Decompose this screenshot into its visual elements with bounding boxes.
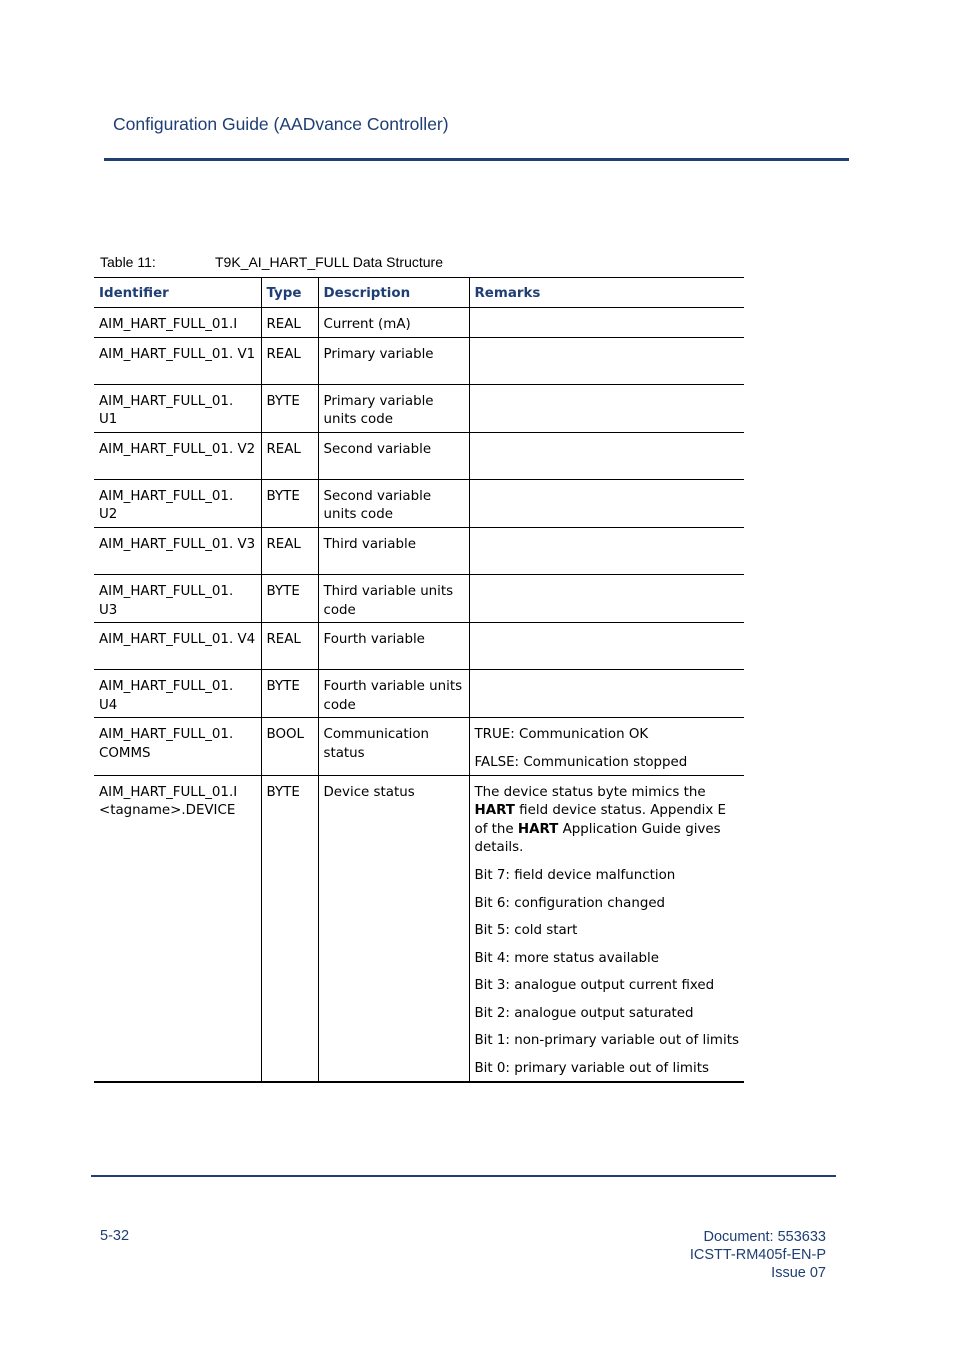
remark-intro-bold: HART <box>474 803 515 819</box>
cell-type: BOOL <box>261 718 318 775</box>
cell-description: Device status <box>318 775 469 1082</box>
cell-remarks <box>469 623 744 670</box>
document-info <box>690 1228 826 1282</box>
document-issue: Issue 07 <box>771 1265 826 1281</box>
page-number: 5-32 <box>100 1228 130 1244</box>
cell-remarks <box>469 308 744 338</box>
table-row <box>94 718 744 775</box>
column-header-description: Description <box>318 278 469 308</box>
document-code: ICSTT-RM405f-EN-P <box>689 1247 826 1263</box>
cell-type: REAL <box>261 308 318 338</box>
table-row <box>94 308 744 338</box>
header-rule <box>104 158 849 161</box>
cell-description: Fourth variable <box>318 623 469 670</box>
cell-identifier: AIM_HART_FULL_01. V1 <box>94 337 261 384</box>
cell-remarks <box>469 527 744 574</box>
table-caption-number: Table 11: <box>100 254 156 270</box>
table-row <box>94 432 744 479</box>
table-row <box>94 337 744 384</box>
cell-remarks <box>469 384 744 432</box>
remark-line: Bit 5: cold start <box>474 923 578 939</box>
remark-line: Bit 4: more status available <box>474 950 659 966</box>
remark-line: Bit 3: analogue output current fixed <box>474 978 715 994</box>
document-number: Document: 553633 <box>703 1229 826 1245</box>
remark-intro-text: The device status byte mimics the <box>474 784 706 800</box>
table-caption-title: T9K_AI_HART_FULL Data Structure <box>215 254 443 270</box>
table-row <box>94 775 744 1082</box>
cell-remarks <box>469 718 744 775</box>
column-header-type: Type <box>261 278 318 308</box>
cell-identifier: AIM_HART_FULL_01. V2 <box>94 432 261 479</box>
table-row <box>94 670 744 718</box>
remark-line: Bit 2: analogue output saturated <box>474 1005 694 1021</box>
cell-type: BYTE <box>261 670 318 718</box>
remark-intro-text: Application Guide gives details. <box>474 821 721 856</box>
cell-type: REAL <box>261 432 318 479</box>
cell-description: Primary variable units code <box>318 384 469 432</box>
cell-type: REAL <box>261 337 318 384</box>
remark-intro <box>475 784 740 858</box>
table-row <box>94 384 744 432</box>
column-header-identifier: Identifier <box>94 278 261 308</box>
cell-identifier: AIM_HART_FULL_01. COMMS <box>94 718 261 775</box>
cell-type: BYTE <box>261 775 318 1082</box>
cell-identifier: AIM_HART_FULL_01.I <tagname>.DEVICE <box>94 775 261 1082</box>
cell-identifier: AIM_HART_FULL_01. U2 <box>94 479 261 527</box>
remark-line: Bit 1: non-primary variable out of limits <box>474 1033 739 1049</box>
table-header-row <box>94 278 744 308</box>
cell-remarks <box>469 479 744 527</box>
remark-line: Bit 0: primary variable out of limits <box>474 1061 709 1077</box>
page-header-title: Configuration Guide (AADvance Controller) <box>113 114 449 134</box>
cell-description: Third variable units code <box>318 574 469 622</box>
remark-intro-bold: HART <box>517 821 559 837</box>
cell-identifier: AIM_HART_FULL_01.I <box>94 308 261 338</box>
table-row <box>94 527 744 574</box>
data-structure-table <box>94 277 744 1083</box>
cell-description: Second variable units code <box>318 479 469 527</box>
column-header-remarks: Remarks <box>469 278 744 308</box>
cell-description: Second variable <box>318 432 469 479</box>
footer-rule <box>91 1175 836 1177</box>
remark-line: Bit 7: field device malfunction <box>474 867 676 883</box>
cell-identifier: AIM_HART_FULL_01. U4 <box>94 670 261 718</box>
cell-description: Primary variable <box>318 337 469 384</box>
cell-remarks <box>469 432 744 479</box>
cell-description: Communication status <box>318 718 469 775</box>
cell-remarks <box>469 775 744 1082</box>
remark-line: Bit 6: configuration changed <box>474 895 666 911</box>
table-row <box>94 479 744 527</box>
cell-type: BYTE <box>261 384 318 432</box>
cell-remarks <box>469 574 744 622</box>
cell-remarks <box>469 337 744 384</box>
cell-type: BYTE <box>261 479 318 527</box>
cell-remarks <box>469 670 744 718</box>
cell-description: Fourth variable units code <box>318 670 469 718</box>
cell-description: Current (mA) <box>318 308 469 338</box>
cell-type: REAL <box>261 527 318 574</box>
remark-intro-text: field device status. Appendix E of the <box>474 803 726 837</box>
cell-type: REAL <box>261 623 318 670</box>
table-row <box>94 574 744 622</box>
cell-identifier: AIM_HART_FULL_01. U3 <box>94 574 261 622</box>
cell-identifier: AIM_HART_FULL_01. V4 <box>94 623 261 670</box>
remark-line: TRUE: Communication OK <box>474 727 649 743</box>
table-caption <box>100 254 443 270</box>
table-row <box>94 623 744 670</box>
cell-description: Third variable <box>318 527 469 574</box>
cell-identifier: AIM_HART_FULL_01. U1 <box>94 384 261 432</box>
cell-type: BYTE <box>261 574 318 622</box>
cell-identifier: AIM_HART_FULL_01. V3 <box>94 527 261 574</box>
remark-line: FALSE: Communication stopped <box>474 754 688 770</box>
